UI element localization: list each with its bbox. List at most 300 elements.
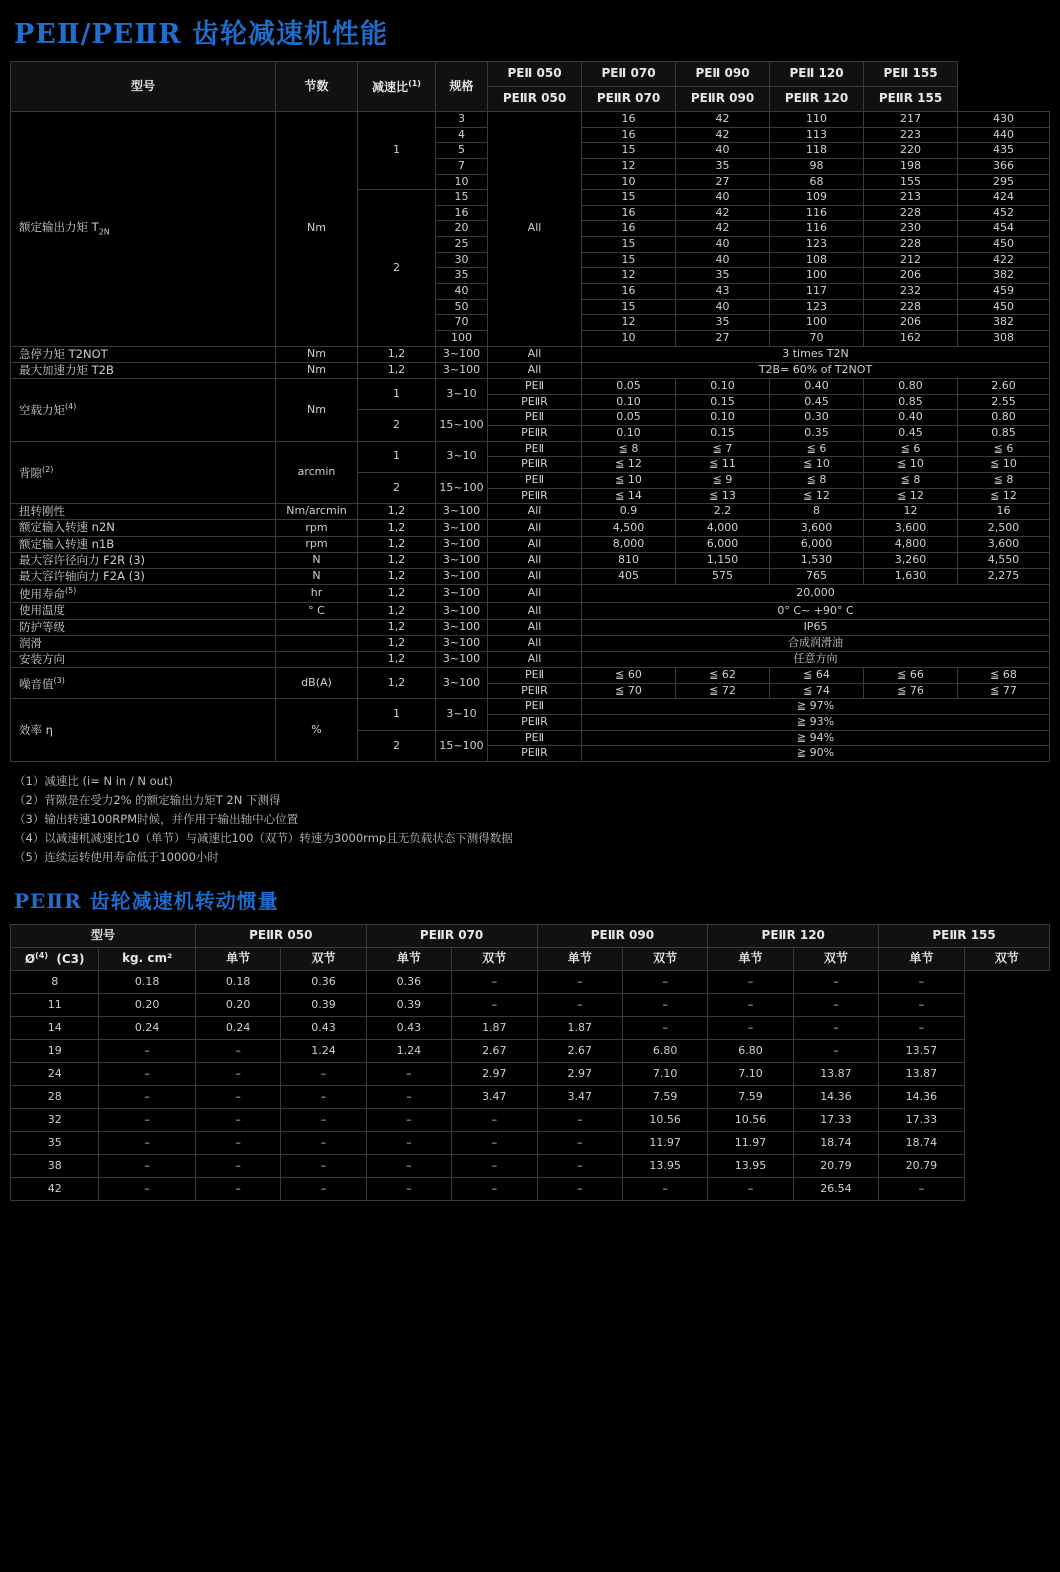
value-cell: 11.97 — [622, 1131, 707, 1154]
value-cell: 20.79 — [793, 1154, 878, 1177]
value-cell: 6,000 — [676, 536, 770, 552]
value-cell: 3,600 — [958, 536, 1050, 552]
value-cell: 14.36 — [793, 1085, 878, 1108]
header-modelr-col-1: PEⅡR 050 — [488, 87, 582, 112]
inertia-subheader: 双节 — [622, 947, 707, 970]
value-cell: – — [793, 970, 878, 993]
value-cell: 295 — [958, 174, 1050, 190]
inertia-subheader: 单节 — [879, 947, 964, 970]
value-cell: ≦ 8 — [864, 472, 958, 488]
value-cell: 228 — [864, 205, 958, 221]
value-cell: – — [281, 1131, 366, 1154]
value-cell: 14.36 — [879, 1085, 964, 1108]
value-cell: 450 — [958, 237, 1050, 253]
inertia-header-120: PEⅡR 120 — [708, 924, 879, 947]
spec-cell: PEⅡ — [488, 441, 582, 457]
table-row — [11, 993, 1050, 1016]
value-cell: 0.20 — [99, 993, 195, 1016]
table-row — [11, 635, 1050, 651]
row-label-rated-torque: 额定输出力矩 $T_{2N}$ — [11, 112, 276, 347]
value-cell: 2,500 — [958, 520, 1050, 536]
value-cell: – — [452, 1108, 537, 1131]
value-cell: 7.10 — [622, 1062, 707, 1085]
value-cell: – — [879, 970, 964, 993]
value-cell: 382 — [958, 268, 1050, 284]
value-cell: – — [622, 1016, 707, 1039]
stage-cell: 1,2 — [358, 536, 436, 552]
row-label: 润滑 — [11, 635, 276, 651]
inertia-subheader: 单节 — [708, 947, 793, 970]
row-label: 噪音值$^{(3)}$ — [11, 668, 276, 699]
value-cell: 4,800 — [864, 536, 958, 552]
value-cell: 116 — [770, 205, 864, 221]
value-cell: 440 — [958, 127, 1050, 143]
header-stages: 节数 — [276, 62, 358, 112]
value-cell: 0.39 — [281, 993, 366, 1016]
table-row — [11, 585, 1050, 603]
value-cell: ≦ 74 — [770, 683, 864, 699]
ratio-cell: 15~100 — [436, 730, 488, 761]
table-row — [11, 520, 1050, 536]
ratio-cell: 3~10 — [436, 441, 488, 472]
spec-cell: All — [488, 603, 582, 619]
value-cell: 0.40 — [770, 379, 864, 395]
table-row — [11, 569, 1050, 585]
value-cell: 765 — [770, 569, 864, 585]
table-row — [11, 619, 1050, 635]
value-cell: 40 — [676, 299, 770, 315]
value-cell: 435 — [958, 143, 1050, 159]
stage-cell: 1,2 — [358, 619, 436, 635]
ratio-cell: 3~100 — [436, 569, 488, 585]
diameter-cell: 32 — [11, 1108, 99, 1131]
spec-cell: PEⅡR — [488, 715, 582, 731]
value-cell: 117 — [770, 284, 864, 300]
spec-cell: PEⅡ — [488, 668, 582, 684]
ratio-cell: 10 — [436, 174, 488, 190]
unit-cell: % — [276, 699, 358, 762]
table-row — [11, 603, 1050, 619]
value-cell: 0.40 — [864, 410, 958, 426]
value-cell: 0.24 — [195, 1016, 280, 1039]
value-cell: 0.45 — [770, 394, 864, 410]
stage-cell: 1,2 — [358, 552, 436, 568]
value-cell: – — [793, 993, 878, 1016]
ratio-cell: 3~100 — [436, 651, 488, 667]
unit-cell — [276, 651, 358, 667]
value-cell: 2.67 — [452, 1039, 537, 1062]
spec-cell: All — [488, 619, 582, 635]
value-cell: ≦ 10 — [582, 472, 676, 488]
value-cell: ≦ 8 — [958, 472, 1050, 488]
table-row — [11, 536, 1050, 552]
value-cell: ≦ 77 — [958, 683, 1050, 699]
unit-cell: dB(A) — [276, 668, 358, 699]
section-title-inertia: PEⅡR 齿轮减速机转动惯量 — [14, 888, 279, 913]
ratio-cell: 16 — [436, 205, 488, 221]
value-cell: 430 — [958, 112, 1050, 128]
header-model: 型号 — [11, 62, 276, 112]
unit-cell: Nm — [276, 346, 358, 362]
value-cell: 2.2 — [676, 504, 770, 520]
value-cell: – — [793, 1016, 878, 1039]
value-cell: – — [281, 1154, 366, 1177]
table-row — [11, 651, 1050, 667]
ratio-cell: 25 — [436, 237, 488, 253]
value-cell: 16 — [582, 112, 676, 128]
footnotes — [14, 772, 1046, 867]
value-cell: 366 — [958, 158, 1050, 174]
value-cell: 109 — [770, 190, 864, 206]
ratio-cell: 100 — [436, 330, 488, 346]
spec-cell: All — [488, 504, 582, 520]
value-cell: – — [195, 1039, 280, 1062]
table-row — [11, 362, 1050, 378]
value-cell: 15 — [582, 143, 676, 159]
value-cell: – — [281, 1108, 366, 1131]
inertia-subheader: 双节 — [452, 947, 537, 970]
value-span-cell: 任意方向 — [582, 651, 1050, 667]
footnote-5: （5）连续运转使用寿命低于10000小时 — [14, 849, 219, 864]
row-label: 使用寿命$^{(5)}$ — [11, 585, 276, 603]
value-cell: – — [537, 1154, 622, 1177]
inertia-header-090: PEⅡR 090 — [537, 924, 708, 947]
table-row — [11, 552, 1050, 568]
spec-cell: PEⅡR — [488, 683, 582, 699]
header-ratio: 减速比$^{(1)}$ — [358, 62, 436, 112]
value-cell: 42 — [676, 221, 770, 237]
value-cell: 40 — [676, 190, 770, 206]
value-cell: 43 — [676, 284, 770, 300]
value-cell: 16 — [582, 127, 676, 143]
diameter-cell: 28 — [11, 1085, 99, 1108]
row-label: 空载力矩$^{(4)}$ — [11, 379, 276, 442]
ratio-cell: 3~100 — [436, 668, 488, 699]
table-row — [11, 1085, 1050, 1108]
value-cell: ≦ 11 — [676, 457, 770, 473]
table-row — [11, 112, 1050, 128]
unit-cell: N — [276, 552, 358, 568]
spec-cell: PEⅡ — [488, 699, 582, 715]
header-modelr-col-5: PEⅡR 155 — [864, 87, 958, 112]
value-cell: 10.56 — [708, 1108, 793, 1131]
value-cell: – — [452, 1177, 537, 1200]
value-cell: – — [708, 1177, 793, 1200]
value-cell: 2.55 — [958, 394, 1050, 410]
diameter-cell: 24 — [11, 1062, 99, 1085]
value-cell: 17.33 — [793, 1108, 878, 1131]
value-cell: 0.10 — [676, 379, 770, 395]
value-cell: 8 — [770, 504, 864, 520]
ratio-cell: 3~100 — [436, 536, 488, 552]
ratio-cell: 50 — [436, 299, 488, 315]
value-cell: 0.05 — [582, 379, 676, 395]
value-cell: 27 — [676, 330, 770, 346]
value-cell: 7.59 — [708, 1085, 793, 1108]
value-cell: 100 — [770, 315, 864, 331]
value-cell: 0.36 — [366, 970, 451, 993]
value-cell: 7.10 — [708, 1062, 793, 1085]
unit-cell: Nm/arcmin — [276, 504, 358, 520]
inertia-table-subhead — [11, 947, 1050, 970]
unit-cell: arcmin — [276, 441, 358, 504]
value-cell: 0.05 — [582, 410, 676, 426]
value-cell: – — [99, 1039, 195, 1062]
value-cell: 40 — [676, 143, 770, 159]
value-cell: 230 — [864, 221, 958, 237]
value-cell: 100 — [770, 268, 864, 284]
table-row — [11, 1131, 1050, 1154]
value-cell: 452 — [958, 205, 1050, 221]
row-label: 背隙$^{(2)}$ — [11, 441, 276, 504]
value-span-cell: T2B= 60% of T2NOT — [582, 362, 1050, 378]
value-cell: ≦ 60 — [582, 668, 676, 684]
value-cell: 2.97 — [537, 1062, 622, 1085]
value-cell: 0.10 — [582, 394, 676, 410]
ratio-cell: 3~100 — [436, 346, 488, 362]
spec-cell: PEⅡ — [488, 410, 582, 426]
value-cell: 118 — [770, 143, 864, 159]
value-cell: 1.87 — [452, 1016, 537, 1039]
ratio-cell: 3~100 — [436, 520, 488, 536]
value-span-cell: 0° C~ +90° C — [582, 603, 1050, 619]
spec-cell: PEⅡR — [488, 488, 582, 504]
value-cell: 0.35 — [770, 425, 864, 441]
value-cell: – — [99, 1154, 195, 1177]
ratio-cell: 40 — [436, 284, 488, 300]
spec-cell: PEⅡR — [488, 425, 582, 441]
value-cell: ≦ 9 — [676, 472, 770, 488]
perf-table-head — [11, 62, 1050, 112]
value-cell: 17.33 — [879, 1108, 964, 1131]
value-cell: – — [195, 1108, 280, 1131]
table-row — [11, 1062, 1050, 1085]
value-cell: ≦ 13 — [676, 488, 770, 504]
header-model-col-3: PEⅡ 090 — [676, 62, 770, 87]
value-cell: 405 — [582, 569, 676, 585]
header-modelr-col-3: PEⅡR 090 — [676, 87, 770, 112]
row-label: 使用温度 — [11, 603, 276, 619]
value-cell: 232 — [864, 284, 958, 300]
row-label: 防护等级 — [11, 619, 276, 635]
value-span-cell: 3 times T2N — [582, 346, 1050, 362]
value-cell: 4,000 — [676, 520, 770, 536]
value-cell: 15 — [582, 252, 676, 268]
value-cell: – — [195, 1154, 280, 1177]
value-cell: 212 — [864, 252, 958, 268]
value-cell: 35 — [676, 158, 770, 174]
stage-cell: 2 — [358, 410, 436, 441]
unit-cell — [276, 635, 358, 651]
unit-cell: rpm — [276, 536, 358, 552]
value-cell: 0.18 — [195, 970, 280, 993]
row-label: 额定输入转速 n1B — [11, 536, 276, 552]
value-cell: 42 — [676, 127, 770, 143]
inertia-header-050: PEⅡR 050 — [195, 924, 366, 947]
value-cell: 0.43 — [281, 1016, 366, 1039]
header-model-col-5: PEⅡ 155 — [864, 62, 958, 87]
value-cell: 1,530 — [770, 552, 864, 568]
row-label: 急停力矩 T2NOT — [11, 346, 276, 362]
value-cell: – — [99, 1108, 195, 1131]
value-cell: 12 — [582, 268, 676, 284]
value-cell: 13.95 — [622, 1154, 707, 1177]
value-cell: 20.79 — [879, 1154, 964, 1177]
value-cell: 223 — [864, 127, 958, 143]
ratio-cell: 3~100 — [436, 362, 488, 378]
stage-cell: 1,2 — [358, 520, 436, 536]
value-cell: – — [195, 1085, 280, 1108]
unit-cell: Nm — [276, 112, 358, 347]
value-cell: 16 — [582, 205, 676, 221]
value-cell: 35 — [676, 315, 770, 331]
table-row — [11, 1154, 1050, 1177]
value-cell: 198 — [864, 158, 958, 174]
value-cell: 206 — [864, 268, 958, 284]
table-row — [11, 1039, 1050, 1062]
value-cell: 308 — [958, 330, 1050, 346]
value-cell: ≦ 66 — [864, 668, 958, 684]
value-cell: 70 — [770, 330, 864, 346]
value-cell: – — [537, 970, 622, 993]
value-cell: 12 — [864, 504, 958, 520]
table-row — [11, 668, 1050, 684]
value-cell: 1,630 — [864, 569, 958, 585]
value-cell: 0.80 — [864, 379, 958, 395]
value-cell: ≦ 8 — [582, 441, 676, 457]
value-cell: ≦ 12 — [582, 457, 676, 473]
value-cell: ≦ 12 — [864, 488, 958, 504]
header-modelr-col-2: PEⅡR 070 — [582, 87, 676, 112]
footnote-1: （1）减速比 (i= N in / N out) — [14, 774, 173, 789]
stage-cell: 1 — [358, 112, 436, 190]
stage-cell: 1 — [358, 699, 436, 730]
stage-cell: 1,2 — [358, 635, 436, 651]
value-cell: – — [537, 1131, 622, 1154]
value-cell: 6.80 — [708, 1039, 793, 1062]
value-cell: 228 — [864, 237, 958, 253]
value-cell: 13.87 — [793, 1062, 878, 1085]
stage-cell: 1,2 — [358, 668, 436, 699]
value-cell: 18.74 — [793, 1131, 878, 1154]
value-cell: 26.54 — [793, 1177, 878, 1200]
value-cell: 0.39 — [366, 993, 451, 1016]
performance-table — [10, 61, 1050, 762]
value-cell: 0.43 — [366, 1016, 451, 1039]
value-cell: ≦ 64 — [770, 668, 864, 684]
value-cell: ≦ 62 — [676, 668, 770, 684]
value-cell: 123 — [770, 237, 864, 253]
value-cell: 0.15 — [676, 394, 770, 410]
value-cell: 40 — [676, 252, 770, 268]
value-cell: 0.45 — [864, 425, 958, 441]
value-cell: 27 — [676, 174, 770, 190]
value-cell: 0.15 — [676, 425, 770, 441]
value-cell: – — [622, 1177, 707, 1200]
value-cell: 42 — [676, 112, 770, 128]
value-cell: 422 — [958, 252, 1050, 268]
row-label: 最大容许径向力 F2R (3) — [11, 552, 276, 568]
value-cell: 0.80 — [958, 410, 1050, 426]
value-cell: – — [879, 1016, 964, 1039]
inertia-header-diameter: $Ø^{(4)}$ (C3) — [11, 947, 99, 970]
value-cell: ≦ 6 — [864, 441, 958, 457]
ratio-cell: 70 — [436, 315, 488, 331]
value-cell: – — [99, 1085, 195, 1108]
value-cell: 2.97 — [452, 1062, 537, 1085]
value-cell: 2,275 — [958, 569, 1050, 585]
value-cell: 18.74 — [879, 1131, 964, 1154]
stage-cell: 1,2 — [358, 585, 436, 603]
value-cell: ≦ 7 — [676, 441, 770, 457]
diameter-cell: 35 — [11, 1131, 99, 1154]
ratio-cell: 3~100 — [436, 603, 488, 619]
spec-cell: All — [488, 552, 582, 568]
value-cell: 42 — [676, 205, 770, 221]
value-cell: 382 — [958, 315, 1050, 331]
value-cell: 10 — [582, 174, 676, 190]
ratio-cell: 35 — [436, 268, 488, 284]
value-span-cell: 合成润滑油 — [582, 635, 1050, 651]
ratio-cell: 15 — [436, 190, 488, 206]
ratio-cell: 3 — [436, 112, 488, 128]
value-cell: 4,500 — [582, 520, 676, 536]
row-label: 额定输入转速 n2N — [11, 520, 276, 536]
value-cell: 3.47 — [452, 1085, 537, 1108]
value-cell: 15 — [582, 190, 676, 206]
table-row — [11, 1108, 1050, 1131]
ratio-cell: 7 — [436, 158, 488, 174]
value-cell: 217 — [864, 112, 958, 128]
value-cell: 123 — [770, 299, 864, 315]
value-cell: – — [879, 1177, 964, 1200]
header-modelr-col-4: PEⅡR 120 — [770, 87, 864, 112]
value-cell: 1.87 — [537, 1016, 622, 1039]
spec-cell: PEⅡR — [488, 457, 582, 473]
spec-cell: All — [488, 569, 582, 585]
value-cell: – — [195, 1177, 280, 1200]
value-cell: – — [708, 1016, 793, 1039]
value-cell: – — [99, 1062, 195, 1085]
stage-cell: 2 — [358, 472, 436, 503]
inertia-table-head — [11, 924, 1050, 970]
value-cell: – — [452, 1154, 537, 1177]
value-cell: – — [366, 1085, 451, 1108]
value-cell: – — [366, 1154, 451, 1177]
value-cell: 575 — [676, 569, 770, 585]
stage-cell: 1,2 — [358, 504, 436, 520]
inertia-table-body — [11, 970, 1050, 1200]
value-cell: – — [793, 1039, 878, 1062]
stage-cell: 1,2 — [358, 362, 436, 378]
diameter-cell: 19 — [11, 1039, 99, 1062]
inertia-subheader: 单节 — [537, 947, 622, 970]
value-cell: – — [366, 1177, 451, 1200]
value-cell: 1,150 — [676, 552, 770, 568]
ratio-cell: 3~10 — [436, 699, 488, 730]
ratio-cell: 20 — [436, 221, 488, 237]
value-cell: 3,600 — [864, 520, 958, 536]
ratio-cell: 3~100 — [436, 585, 488, 603]
value-cell: 116 — [770, 221, 864, 237]
value-cell: 1.24 — [366, 1039, 451, 1062]
value-cell: 13.95 — [708, 1154, 793, 1177]
spec-cell: All — [488, 536, 582, 552]
value-cell: 108 — [770, 252, 864, 268]
ratio-cell: 5 — [436, 143, 488, 159]
value-cell: ≦ 14 — [582, 488, 676, 504]
unit-cell: ° C — [276, 603, 358, 619]
